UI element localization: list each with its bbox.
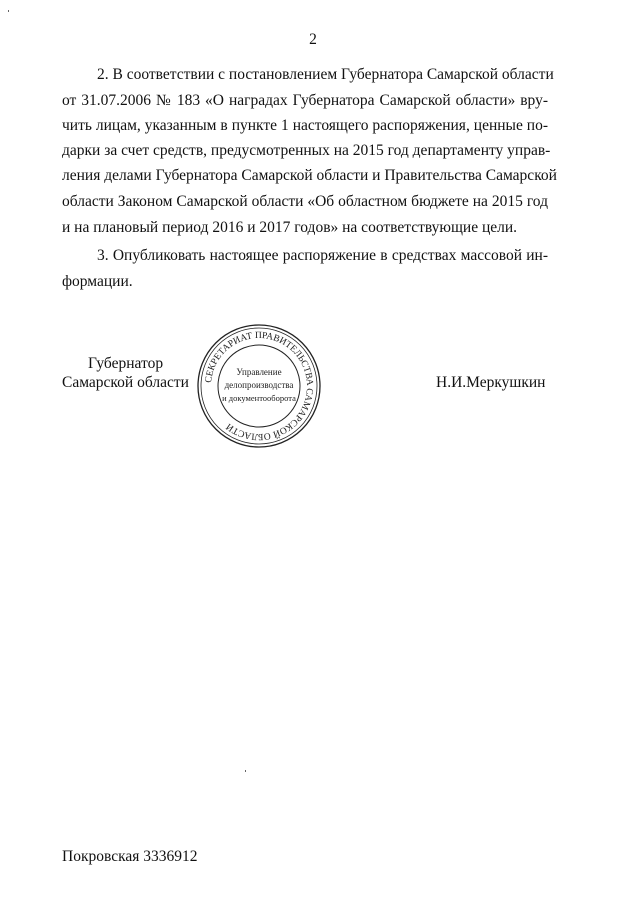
official-stamp [196, 323, 322, 449]
stamp-line: и документооборота [222, 393, 296, 403]
page-number: 2 [309, 31, 317, 48]
stamp-line: делопроизводства [224, 380, 294, 390]
paragraph-line: формации. [62, 273, 133, 290]
footer-executor: Покровская 3336912 [62, 848, 198, 865]
signatory-position: Губернатор [88, 355, 164, 372]
scan-speck [8, 10, 9, 12]
paragraph-line: области Законом Самарской области «Об областном бюджете на 2015 год [62, 193, 548, 210]
paragraph-line: ления делами Губернатора Самарской области и Правительства Самарской [62, 167, 557, 184]
paragraph-line: и на плановый период 2016 и 2017 годов» на соответствующие цели. [62, 219, 518, 236]
stamp-ring-text: СЕКРЕТАРИАТ ПРАВИТЕЛЬСТВА САМАРСКОЙ ОБЛАСТИ [204, 330, 315, 442]
paragraph-line: чить лицам, указанным в пункте 1 настоящего распоряжения, ценные по- [62, 117, 548, 134]
signatory-name: Н.И.Меркушкин [436, 374, 546, 391]
paragraph-line: 3. Опубликовать настоящее распоряжение в средствах массовой ин- [97, 247, 548, 264]
scan-speck [245, 770, 246, 772]
paragraph-line: 2. В соответствии с постановлением Губернатора Самарской области [97, 66, 554, 83]
paragraph-line: от 31.07.2006 № 183 «О наградах Губернатора Самарской области» вру- [62, 92, 548, 109]
paragraph-line: дарки за счет средств, предусмотренных на 2015 год департаменту управ- [62, 142, 551, 159]
signatory-region: Самарской области [62, 374, 189, 391]
stamp-line: Управление [236, 367, 282, 377]
